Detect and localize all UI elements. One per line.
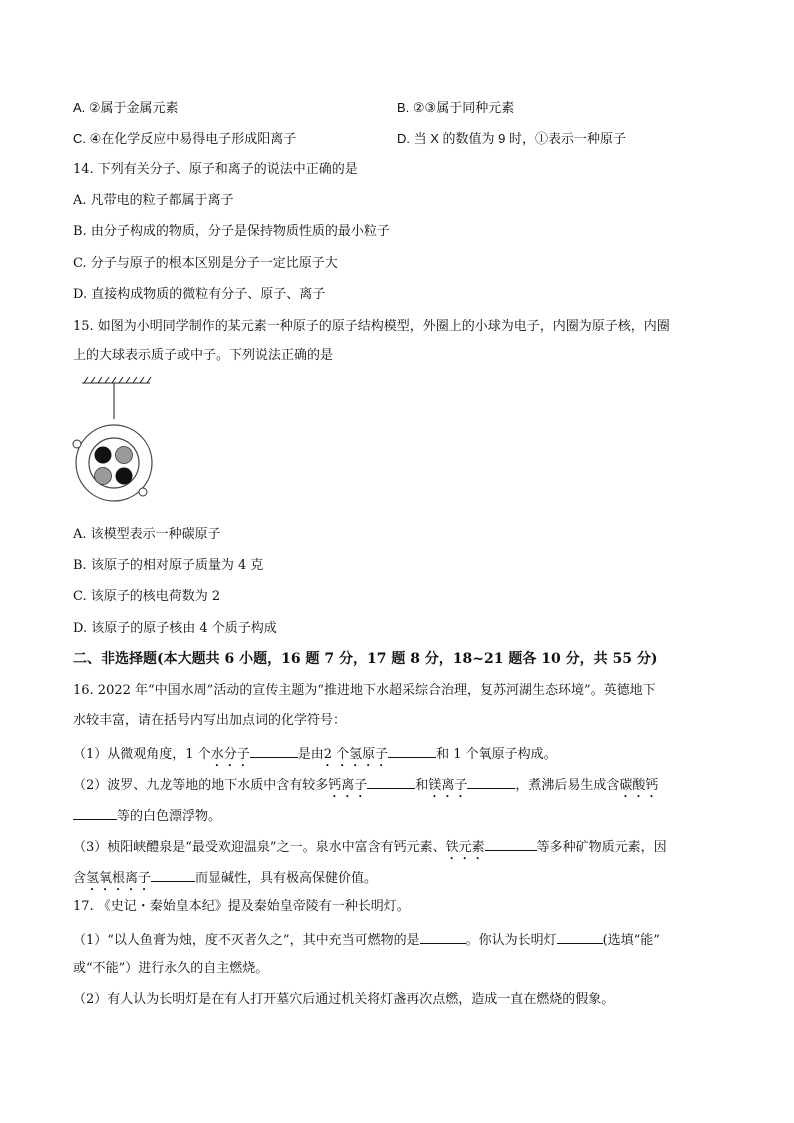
q16-p2-dotted-calcium-ion: 钙离子 — [328, 778, 368, 793]
q16-p2-dotted-calcium-carbonate: 碳酸钙 — [619, 778, 659, 793]
q14-stem: 14. 下列有关分子、原子和离子的说法中正确的是 — [73, 162, 358, 177]
q16-part3-line1 — [73, 836, 667, 863]
q13-option-c: C. ④在化学反应中易得电子形成阳离子 — [73, 131, 297, 146]
nucleus-ball-top-left — [95, 447, 112, 464]
q17-part1-line1 — [73, 929, 660, 950]
q16-p3-blank-1[interactable] — [485, 836, 537, 851]
q16-stem-line1: 16. 2022 年“中国水周”活动的宣传主题为“推进地下水超采综合治理，复苏河湖生态环境”。英德地下 — [73, 683, 656, 698]
q16-p2-blank-1[interactable] — [367, 774, 415, 789]
q16-part2-line1 — [73, 774, 658, 801]
q14-option-a: A. 凡带电的粒子都属于离子 — [73, 193, 234, 208]
q16-p1-text-c: 和 1 个氧原子构成。 — [436, 747, 557, 762]
q15-stem-line2: 上的大球表示质子或中子。下列说法正确的是 — [73, 348, 334, 363]
nucleus-ball-bottom-right — [116, 468, 133, 485]
q16-p3-dotted-hydroxide-ion: 氢氧根离子 — [86, 871, 152, 886]
q15-option-b: B. 该原子的相对原子质量为 4 克 — [73, 558, 264, 573]
q16-p3-text-b: 等多种矿物质元素，因 — [536, 840, 667, 855]
q16-p2-text-a: （2）波罗、九龙等地的地下水质中含有较多 — [73, 778, 329, 793]
q16-p1-text-b: 是由 — [297, 747, 324, 762]
section2-heading: 二、非选择题(本大题共 6 小题，16 题 7 分，17 题 8 分，18~21 题各 10 分，共 55 分) — [73, 651, 658, 667]
q16-p1-text-a: （1）从微观角度，1 个 — [73, 747, 211, 762]
q13-option-a: A. ②属于金属元素 — [73, 100, 179, 115]
q16-p2-blank-3[interactable] — [73, 805, 117, 820]
q17-p1-text-b: 。你认为长明灯 — [465, 933, 557, 948]
q16-p1-blank-2[interactable] — [388, 743, 436, 758]
nucleus-ball-top-right — [116, 447, 133, 464]
q13-option-b: B. ②③属于同种元素 — [397, 100, 515, 115]
q16-p3-text-c: 含 — [73, 871, 87, 886]
q16-p1-dotted-water-molecule: 水分子 — [210, 747, 250, 762]
q16-p3-blank-2[interactable] — [151, 867, 195, 882]
q16-p1-blank-1[interactable] — [250, 743, 298, 758]
q15-option-a: A. 该模型表示一种碳原子 — [73, 527, 221, 542]
q14-option-b: B. 由分子构成的物质，分子是保持物质性质的最小粒子 — [73, 224, 390, 239]
q14-option-c: C. 分子与原子的根本区别是分子一定比原子大 — [73, 256, 338, 271]
q16-p3-text-d: 而显碱性，具有极高保健价值。 — [195, 871, 378, 886]
q16-stem-line2: 水较丰富，请在括号内写出加点词的化学符号： — [73, 713, 347, 728]
q17-stem: 17. 《史记・秦始皇本纪》提及秦始皇帝陵有一种长明灯。 — [73, 899, 410, 914]
q17-p1-blank-1[interactable] — [420, 929, 466, 944]
q14-option-d: D. 直接构成物质的微粒有分子、原子、离子 — [73, 287, 326, 302]
q16-part3-line2 — [73, 867, 377, 894]
q16-p1-dotted-hydrogen-atoms: 2 个氢原子 — [323, 747, 389, 762]
electron-left — [73, 440, 81, 448]
q15-option-d: D. 该原子的原子核由 4 个质子构成 — [73, 621, 277, 636]
q16-part2-line2 — [73, 805, 221, 826]
q16-part1 — [73, 743, 557, 770]
electron-right — [139, 488, 147, 496]
q16-p3-text-a: （3）桢阳峡醴泉是“最受欢迎温泉”之一。泉水中富含有钙元素、 — [73, 840, 446, 855]
ceiling-hatch — [82, 377, 151, 383]
q16-p2-text-d: 等的白色漂浮物。 — [117, 809, 222, 824]
q17-part2: （2）有人认为长明灯是在有人打开墓穴后通过机关将灯盏再次点燃，造成一直在燃烧的假象。 — [73, 992, 615, 1007]
atom-model-figure — [68, 375, 168, 505]
nucleus-ball-bottom-left — [95, 468, 112, 485]
q17-p1-text-a: （1）“以人鱼膏为烛，度不灭者久之”，其中充当可燃物的是 — [73, 933, 420, 948]
q17-p1-text-c: (选填“能” — [602, 933, 660, 948]
q16-p3-dotted-iron-element: 铁元素 — [445, 840, 485, 855]
q16-p2-text-b: 和 — [415, 778, 429, 793]
q16-p2-dotted-magnesium-ion: 镁离子 — [428, 778, 468, 793]
q16-p2-text-c: ，煮沸后易生成含 — [515, 778, 620, 793]
q15-option-c: C. 该原子的核电荷数为 2 — [73, 589, 221, 604]
q16-p2-blank-2[interactable] — [467, 774, 515, 789]
q17-p1-blank-2[interactable] — [557, 929, 603, 944]
q13-option-d: D. 当 X 的数值为 9 时，①表示一种原子 — [397, 131, 626, 146]
q15-stem-line1: 15. 如图为小明同学制作的某元素一种原子的原子结构模型，外圈上的小球为电子，内圈为原子核，内圈 — [73, 319, 670, 334]
q17-part1-line2: 或“不能”）进行永久的自主燃烧。 — [73, 961, 269, 976]
